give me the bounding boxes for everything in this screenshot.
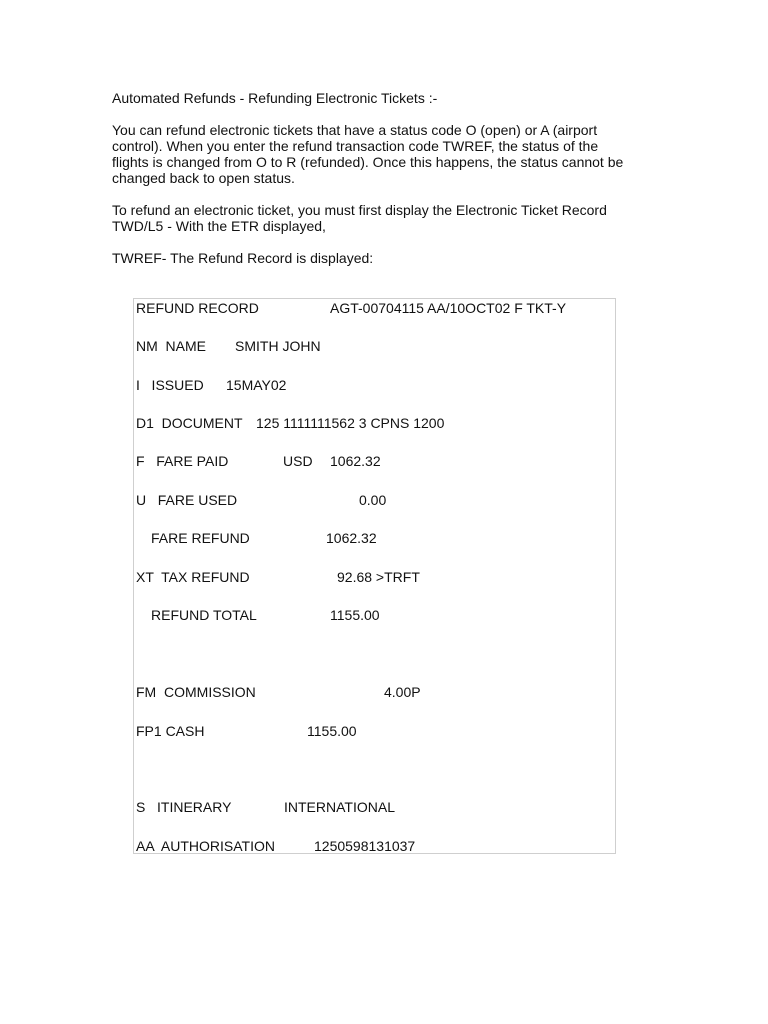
record-tax-refund-value: 92.68 >TRFT — [337, 569, 420, 585]
record-issued-value: 15MAY02 — [226, 377, 287, 393]
record-fare-refund-value: 1062.32 — [326, 530, 377, 546]
record-fare-used-label: U FARE USED — [136, 492, 238, 508]
record-fare-refund-row — [134, 529, 377, 547]
record-fare-used-row — [134, 491, 387, 509]
intro-paragraph-status: You can refund electronic tickets that have a status code O (open) or A (airport control). When you enter the refund transaction code TWREF, the status of the flights is changed from O to R (refunded). Once this happens, the status cannot be changed back to open status. — [112, 122, 624, 186]
record-itinerary-value: INTERNATIONAL — [284, 799, 395, 815]
record-refund-total-value: 1155.00 — [330, 607, 380, 623]
record-fare-paid-value: 1062.32 — [330, 453, 381, 469]
record-document-label: D1 DOCUMENT — [136, 415, 243, 431]
record-refund-total-label: REFUND TOTAL — [151, 607, 257, 623]
record-tax-refund-row — [134, 568, 420, 586]
record-fare-used-value: 0.00 — [359, 492, 387, 508]
record-cash-label: FP1 CASH — [136, 723, 205, 739]
intro-paragraph-display: To refund an electronic ticket, you must first display the Electronic Ticket Record TWD/L5 - With the ETR displayed, — [112, 202, 607, 234]
document-heading: Automated Refunds - Refunding Electronic Tickets :- — [112, 90, 438, 106]
record-issued-row — [134, 376, 287, 394]
record-fare-paid-currency: USD — [283, 453, 313, 469]
record-name-value: SMITH JOHN — [235, 338, 321, 354]
refund-record-box — [133, 298, 616, 854]
record-name-row — [134, 337, 321, 355]
record-document-row — [134, 414, 445, 432]
record-authorisation-row — [134, 837, 416, 855]
record-issued-label: I ISSUED — [136, 377, 204, 393]
record-name-label: NM NAME — [136, 338, 206, 354]
record-commission-label: FM COMMISSION — [136, 684, 256, 700]
record-cash-row — [134, 722, 357, 740]
record-header-label: REFUND RECORD — [136, 300, 259, 316]
record-itinerary-label: S ITINERARY — [136, 799, 232, 815]
record-document-value: 125 1111111562 3 CPNS 1200 — [256, 415, 445, 431]
record-tax-refund-label: XT TAX REFUND — [136, 569, 250, 585]
intro-paragraph-twref: TWREF- The Refund Record is displayed: — [112, 250, 374, 266]
record-fare-paid-row — [134, 452, 381, 470]
record-cash-value: 1155.00 — [307, 723, 357, 739]
record-commission-row — [134, 683, 421, 701]
record-fare-refund-label: FARE REFUND — [151, 530, 250, 546]
record-header-row — [134, 299, 567, 317]
record-authorisation-value: 1250598131037 — [314, 838, 416, 854]
record-header-value: AGT-00704115 AA/10OCT02 F TKT-Y — [330, 300, 567, 316]
intro-section — [112, 90, 632, 266]
record-commission-value: 4.00P — [384, 684, 421, 700]
record-refund-total-row — [134, 606, 380, 624]
record-itinerary-row — [134, 798, 395, 816]
record-authorisation-label: AA AUTHORISATION — [136, 838, 275, 854]
record-fare-paid-label: F FARE PAID — [136, 453, 229, 469]
